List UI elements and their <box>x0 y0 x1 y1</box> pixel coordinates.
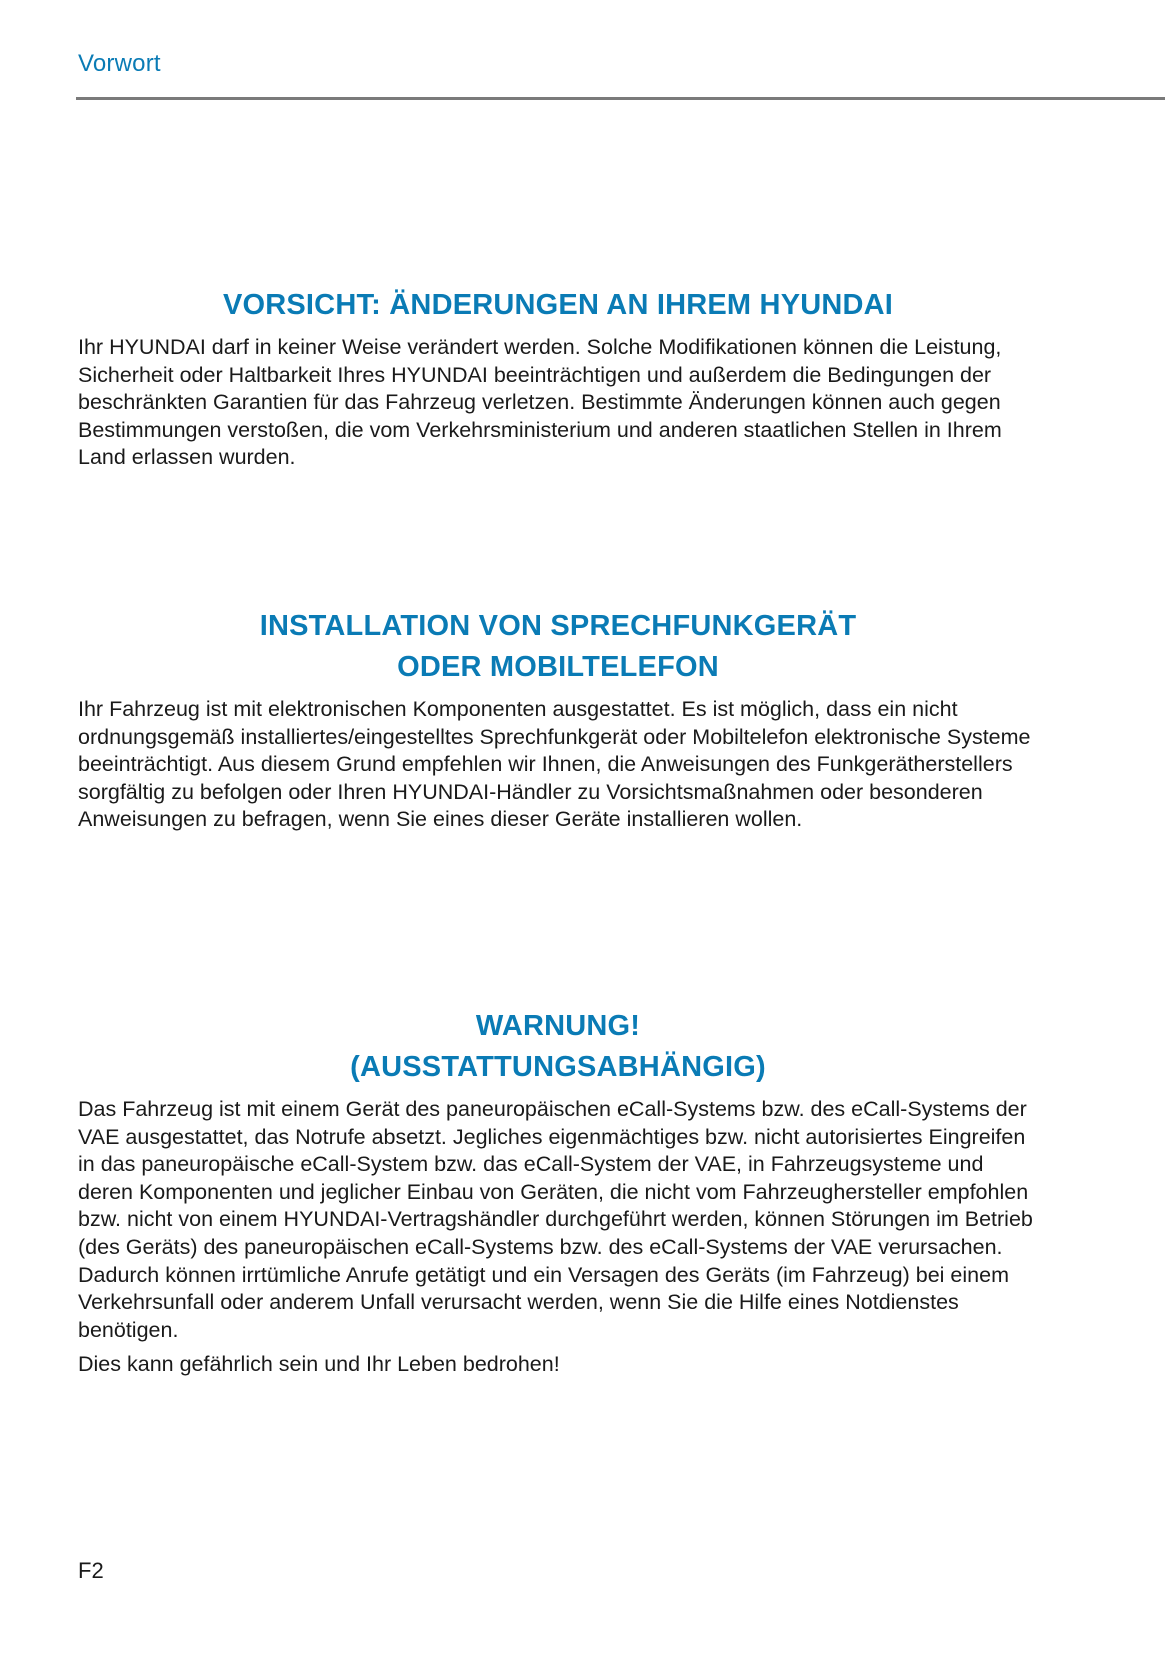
section-ecall-warning <box>78 1006 1038 1379</box>
section-heading-line: VORSICHT: ÄNDERUNGEN AN IHREM HYUNDAI <box>222 289 894 321</box>
section-heading-line: ODER MOBILTELEFON <box>397 651 719 683</box>
section-heading <box>78 606 1038 688</box>
header-divider <box>76 97 1165 100</box>
section-heading-line: WARNUNG! <box>475 1010 641 1042</box>
section-radio-phone-installation <box>78 606 1038 834</box>
page-number: F2 <box>78 1558 104 1583</box>
section-paragraph: Das Fahrzeug ist mit einem Gerät des paneuropäischen eCall-Systems bzw. des eCall-Systems der VAE ausgestattet, das Notrufe absetzt. Jegliches eigenmächtiges bzw. nicht autorisiertes Eingreifen in das paneuropäische eCall-System bzw. das eCall-System der VAE, in Fahrzeugsysteme und deren Komponenten und jeglicher Einbau von Geräten, die nicht vom Fahrzeughersteller empfohlen bzw. nicht von einem HYUNDAI-Vertragshändler durchgeführt werden, können Störungen im Betrieb (des Geräts) des paneuropäischen eCall-Systems bzw. des eCall-Systems der VAE verursachen. Dadurch können irrtümliche Anrufe getätigt und ein Versagen des Geräts (im Fahrzeug) bei einem Verkehrsunfall oder anderem Unfall verursacht werden, wenn Sie die Hilfe eines Notdienstes benötigen. <box>78 1097 1033 1342</box>
section-heading-line: (AUSSTATTUNGSABHÄNGIG) <box>350 1051 766 1083</box>
section-paragraph: Ihr Fahrzeug ist mit elektronischen Komponenten ausgestattet. Es ist möglich, dass ein nicht ordnungsgemäß installiertes/eingestelltes Sprechfunkgerät oder Mobiltelefon elektronische Systeme beeinträchtigt. Aus diesem Grund empfehlen wir Ihnen, die Anweisungen des Funkgerätherstellers sorgfältig zu befolgen oder Ihren HYUNDAI-Händler zu Vorsichtsmaßnahmen oder besonderen Anweisungen zu befragen, wenn Sie eines dieser Geräte installieren wollen. <box>78 697 1031 832</box>
page-header-title: Vorwort <box>78 50 161 77</box>
section-paragraph: Dies kann gefährlich sein und Ihr Leben bedrohen! <box>78 1352 560 1377</box>
section-heading <box>78 285 1038 326</box>
section-heading-line: INSTALLATION VON SPRECHFUNKGERÄT <box>259 610 857 642</box>
section-paragraph: Ihr HYUNDAI darf in keiner Weise verändert werden. Solche Modifikationen können die Leistung, Sicherheit oder Haltbarkeit Ihres HYUNDAI beeinträchtigen und außerdem die Bedingungen der beschränkten Garantien für das Fahrzeug verletzen. Bestimmte Änderungen können auch gegen Bestimmungen verstoßen, die vom Verkehrsministerium und anderen staatlichen Stellen in Ihrem Land erlassen wurden. <box>78 335 1002 470</box>
section-modifications-caution <box>78 285 1038 472</box>
section-heading <box>78 1006 1038 1088</box>
